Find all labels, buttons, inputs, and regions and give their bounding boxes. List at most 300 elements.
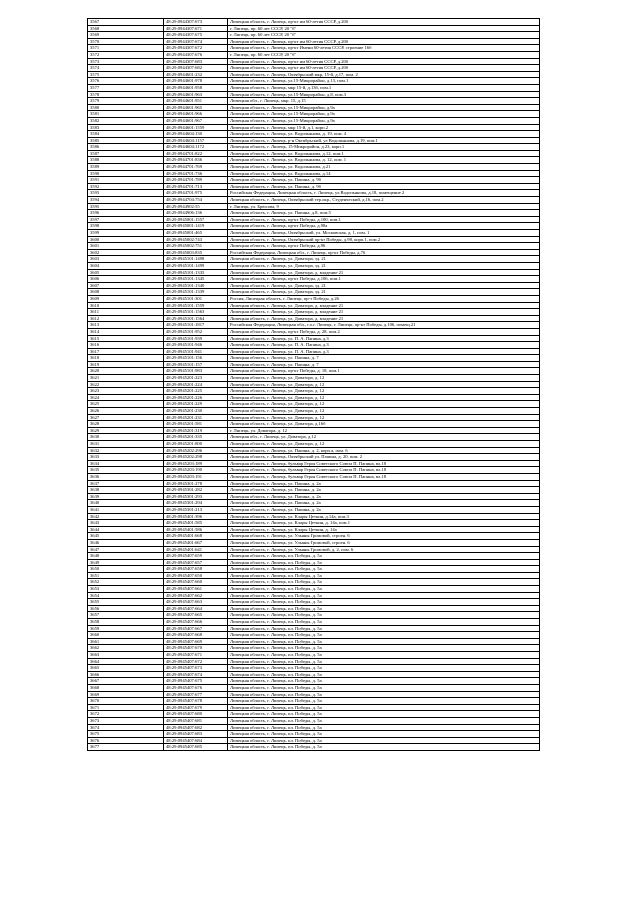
row-number-cell: 3643: [88, 520, 164, 527]
address-cell: Липецкая область, г. Липецк, ул. Доватора, д.16б: [228, 421, 540, 428]
row-number-cell: 3600: [88, 236, 164, 243]
address-cell: Российская Федерация, Липецкая обл., г.о.г. Липецк, г. Липецк, пр-кт Победы, д.106, помещ.21: [228, 322, 540, 329]
address-cell: Липецкая область, г. Липецк, пр-кт Победы, д.100, пом.1: [228, 216, 540, 223]
row-number-cell: 3594: [88, 197, 164, 204]
cadastral-number-cell: 48:29:0944307:683: [164, 58, 228, 65]
cadastral-number-cell: 48:29:0945401:667: [164, 539, 228, 546]
table-row: [88, 480, 540, 487]
row-number-cell: 3640: [88, 500, 164, 507]
cadastral-number-cell: 48:29:0945201:225: [164, 388, 228, 395]
cadastral-number-cell: 48:29:0944307:675: [164, 32, 228, 39]
row-number-cell: 3639: [88, 493, 164, 500]
table-row: [88, 454, 540, 461]
cadastral-number-cell: 48:29:0945101:1335: [164, 269, 228, 276]
cadastral-number-cell: 48:29:0945202:296: [164, 447, 228, 454]
table-row: [88, 401, 540, 408]
row-number-cell: 3587: [88, 150, 164, 157]
row-number-cell: 3581: [88, 111, 164, 118]
cadastral-number-cell: 48:29:0944701:736: [164, 170, 228, 177]
row-number-cell: 3617: [88, 348, 164, 355]
row-number-cell: 3641: [88, 506, 164, 513]
address-cell: Липецкая область, г. Липецк, пл. Победы, д. 5а: [228, 586, 540, 593]
table-row: [88, 269, 540, 276]
table-row: [88, 276, 540, 283]
table-row: [88, 203, 540, 210]
cadastral-number-cell: 48:29:0945407:673: [164, 665, 228, 672]
cadastral-number-cell: 48:29:0945401:396: [164, 513, 228, 520]
cadastral-number-cell: 48:29:0945101:941: [164, 348, 228, 355]
row-number-cell: 3576: [88, 78, 164, 85]
cadastral-number-cell: 48:29:0945407:660: [164, 579, 228, 586]
address-cell: Липецкая область, г. Липецк, пр-кт Победы, д.98а: [228, 223, 540, 230]
address-cell: Липецкая область, г. Липецк, пл. Победы, д. 5а: [228, 645, 540, 652]
address-cell: Липецкая область, г. Липецк, ул. Ульяны Громовой, д. 2, пом. 6: [228, 546, 540, 553]
address-cell: Липецкая область, г. Липецк, ул. Доватора, д. владение 21: [228, 269, 540, 276]
row-number-cell: 3636: [88, 473, 164, 480]
row-number-cell: 3586: [88, 144, 164, 151]
cadastral-number-cell: 48:29:0945407:678: [164, 698, 228, 705]
address-cell: Липецкая область, г. Липецк, пл. Победы, д. 5а: [228, 737, 540, 744]
address-cell: Липецкая область, г. Липецк, пл. Победы, д. 5а: [228, 592, 540, 599]
row-number-cell: 3572: [88, 51, 164, 58]
cadastral-number-cell: 48:29:0944601:958: [164, 84, 228, 91]
cadastral-number-cell: 48:29:0945407:661: [164, 586, 228, 593]
cadastral-number-cell: 48:29:0945407:680: [164, 711, 228, 718]
table-row: [88, 262, 540, 269]
cadastral-number-cell: 48:29:0945101:1564: [164, 315, 228, 322]
cadastral-number-cell: 48:29:0945407:658: [164, 566, 228, 573]
row-number-cell: 3590: [88, 170, 164, 177]
address-cell: Липецкая область, г. Липецк, пл. Победы, д. 5а: [228, 605, 540, 612]
cadastral-number-cell: 48:29:0944601:963: [164, 91, 228, 98]
cadastral-number-cell: 48:29:0944601:967: [164, 117, 228, 124]
cadastral-number-cell: 48:29:0945407:684: [164, 737, 228, 744]
cadastral-number-cell: 48:29:0945407:667: [164, 625, 228, 632]
row-number-cell: 3615: [88, 335, 164, 342]
address-cell: Липецкая область, г. Липецк, ул. Доватора, д. 12: [228, 401, 540, 408]
cadastral-number-cell: 48:29:0944307:671: [164, 25, 228, 32]
cadastral-number-cell: 48:29:0945407:659: [164, 553, 228, 560]
address-cell: Липецкая область, г. Липецк, ул. Клары Цеткин, д.14а, пом.3: [228, 513, 540, 520]
table-row: [88, 493, 540, 500]
row-number-cell: 3609: [88, 295, 164, 302]
address-cell: Липецкая область, г. Липецк, ул. Ульяны Громовой, строен. 6: [228, 533, 540, 540]
row-number-cell: 3616: [88, 342, 164, 349]
cadastral-number-cell: 48:29:0945401:585: [164, 520, 228, 527]
cadastral-number-cell: 48:29:0945407:650: [164, 572, 228, 579]
row-number-cell: 3611: [88, 309, 164, 316]
address-cell: Липецкая область, г. Липецк, пр-кт им 60-летия СССР, д.20б: [228, 58, 540, 65]
address-cell: Липецкая область, г. Липецк, ул. Папина, д. 2а: [228, 487, 540, 494]
cadastral-number-cell: 48:29:0945301:278: [164, 480, 228, 487]
table-row: [88, 309, 540, 316]
cadastral-number-cell: 48:29:0945203:190: [164, 467, 228, 474]
address-cell: Россия, Липецкая область, г. Липецк, пр-т Победы, д.26: [228, 295, 540, 302]
address-cell: Липецкая область, г. Липецк, ул. Папина, д. 9б: [228, 183, 540, 190]
table-row: [88, 368, 540, 375]
row-number-cell: 3599: [88, 230, 164, 237]
row-number-cell: 3619: [88, 361, 164, 368]
address-cell: Липецкая область, г. Липецк, ул. Папина, д.8, пом.5: [228, 210, 540, 217]
row-number-cell: 3577: [88, 84, 164, 91]
address-cell: Липецкая область, г. Липецк, пл. Победы, д. 5а: [228, 566, 540, 573]
row-number-cell: 3651: [88, 572, 164, 579]
cadastral-number-cell: 48:29:0945202:298: [164, 454, 228, 461]
table-row: [88, 322, 540, 329]
row-number-cell: 3580: [88, 104, 164, 111]
address-cell: Липецкая область, г. Липецк, ул. Доватора, д. 12: [228, 394, 540, 401]
address-cell: Липецкая область, г. Липецк, р-н Октябрьский, ул Водопьянова, д.19, пом.1: [228, 137, 540, 144]
row-number-cell: 3632: [88, 447, 164, 454]
cadastral-number-cell: 48:29:0945101:1339: [164, 289, 228, 296]
table-row: [88, 58, 540, 65]
row-number-cell: 3646: [88, 539, 164, 546]
cadastral-number-cell: 48:29:0945201:224: [164, 381, 228, 388]
address-cell: Липецкая область, г. Липецк, пр-кт Победы, д. 28, пом.2: [228, 328, 540, 335]
row-number-cell: 3578: [88, 91, 164, 98]
table-row: [88, 230, 540, 237]
row-number-cell: 3635: [88, 467, 164, 474]
address-cell: Липецкая область, г. Липецк, ул. Доватора, д. владение 21: [228, 315, 540, 322]
cadastral-number-cell: 48:29:0944601:966: [164, 111, 228, 118]
table-row: [88, 282, 540, 289]
address-cell: г. Липецк, пр. 60 лет СССР, 20 "б": [228, 25, 540, 32]
table-row: [88, 500, 540, 507]
address-cell: Липецкая область, г. Липецк, пл. Победы, д. 5а: [228, 744, 540, 751]
cadastral-number-cell: 48:29:0944307:673: [164, 19, 228, 26]
cadastral-number-cell: 48:29:0945201:229: [164, 401, 228, 408]
address-cell: Липецкая область, г. Липецк, ул. Доватора, зд. 21: [228, 289, 540, 296]
table-row: [88, 671, 540, 678]
table-row: [88, 98, 540, 105]
cadastral-number-cell: 48:29:0945101:952: [164, 328, 228, 335]
table-row: [88, 427, 540, 434]
table-row: [88, 506, 540, 513]
cadastral-number-cell: 48:29:0945101:1559: [164, 302, 228, 309]
table-row: [88, 704, 540, 711]
cadastral-number-cell: 48:29:0944601:1559: [164, 124, 228, 131]
row-number-cell: 3567: [88, 19, 164, 26]
address-cell: Липецкая область, г. Липецк, ул. Доватора, д. 12: [228, 375, 540, 382]
address-cell: Российская Федерация, Липецкая область, г. Липецк, ул.Водопьянова, д.18, помещение 2: [228, 190, 540, 197]
address-cell: Липецкая область, г. Липецк, ул. Клары Цеткин, д. 14а, пом.1: [228, 520, 540, 527]
row-number-cell: 3602: [88, 249, 164, 256]
address-cell: Липецкая область, г. Липецк, ул. Клары Цеткин, д. 14а: [228, 526, 540, 533]
row-number-cell: 3574: [88, 65, 164, 72]
row-number-cell: 3589: [88, 164, 164, 171]
row-number-cell: 3627: [88, 414, 164, 421]
table-row: [88, 394, 540, 401]
address-cell: Липецкая обл., г. Липецк, мкр. 15, д.15: [228, 98, 540, 105]
row-number-cell: 3620: [88, 368, 164, 375]
cadastral-number-cell: 48:29:0945407:677: [164, 691, 228, 698]
table-row: [88, 183, 540, 190]
address-cell: Липецкая область, г. Липецк, ул. Папина, д. 2а: [228, 500, 540, 507]
registry-table: [87, 18, 540, 751]
row-number-cell: 3648: [88, 553, 164, 560]
cadastral-number-cell: 48:29:0945301:293: [164, 493, 228, 500]
cadastral-number-cell: 48:29:0944701:789: [164, 177, 228, 184]
row-number-cell: 3634: [88, 460, 164, 467]
table-row: [88, 586, 540, 593]
cadastral-number-cell: 48:29:0944701:769: [164, 164, 228, 171]
row-number-cell: 3656: [88, 605, 164, 612]
table-row: [88, 170, 540, 177]
address-cell: Липецкая область, г. Липецк, пл. Победы, д. 5а: [228, 559, 540, 566]
table-row: [88, 658, 540, 665]
table-row: [88, 605, 540, 612]
table-row: [88, 513, 540, 520]
table-row: [88, 111, 540, 118]
table-row: [88, 216, 540, 223]
cadastral-number-cell: 48:29:0944906:136: [164, 210, 228, 217]
address-cell: Липецкая область, г. Липецк, Октябрьский ул. Папина, д. 20, пом. 2: [228, 454, 540, 461]
row-number-cell: 3668: [88, 684, 164, 691]
row-number-cell: 3671: [88, 704, 164, 711]
table-row: [88, 197, 540, 204]
table-row: [88, 342, 540, 349]
row-number-cell: 3644: [88, 526, 164, 533]
row-number-cell: 3588: [88, 157, 164, 164]
cadastral-number-cell: 48:29:0944307:674: [164, 38, 228, 45]
address-cell: Липецкая область, г. Липецк, Октябрьский мкр, 15-й, д.17, пом. 2: [228, 71, 540, 78]
table-row: [88, 144, 540, 151]
table-row: [88, 572, 540, 579]
address-cell: Липецкая область, г. Липецк, ул. Доватора, зд. 21: [228, 262, 540, 269]
table-row: [88, 619, 540, 626]
cadastral-number-cell: 48:29:0944604:1157: [164, 137, 228, 144]
table-row: [88, 117, 540, 124]
row-number-cell: 3665: [88, 665, 164, 672]
cadastral-number-cell: 48:29:0944601:965: [164, 104, 228, 111]
table-row: [88, 381, 540, 388]
address-cell: Липецкая область, г. Липецк, ул. Доватора, д. владение 21: [228, 302, 540, 309]
table-row: [88, 249, 540, 256]
cadastral-number-cell: 48:29:0945401:586: [164, 526, 228, 533]
cadastral-number-cell: 48:29:0945407:670: [164, 645, 228, 652]
cadastral-number-cell: 48:29:0945407:665: [164, 612, 228, 619]
address-cell: Липецкая область, г. Липецк, пл. Победы, д. 5а: [228, 678, 540, 685]
row-number-cell: 3569: [88, 32, 164, 39]
cadastral-number-cell: 48:29:0945401:668: [164, 533, 228, 540]
cadastral-number-cell: 48:29:0945407:671: [164, 652, 228, 659]
table-row: [88, 678, 540, 685]
table-row: [88, 460, 540, 467]
address-cell: Липецкая область, г. Липецк, пл. Победы, д. 5а: [228, 665, 540, 672]
row-number-cell: 3673: [88, 717, 164, 724]
row-number-cell: 3650: [88, 566, 164, 573]
row-number-cell: 3654: [88, 592, 164, 599]
address-cell: Липецкая область, г. Липецк, ул. Доватора, д. 12: [228, 441, 540, 448]
table-row: [88, 124, 540, 131]
row-number-cell: 3593: [88, 190, 164, 197]
row-number-cell: 3571: [88, 45, 164, 52]
cadastral-number-cell: 48:29:0945101:1340: [164, 282, 228, 289]
address-cell: Липецкая область, г. Липецк, пл. Победы, д. 5а: [228, 698, 540, 705]
address-cell: Липецкая область, г. Липецк, бульвар Героя Советского Союза П. Папина, вл.18: [228, 467, 540, 474]
address-cell: г. Липецк, ул. Доватора, д. 12: [228, 427, 540, 434]
row-number-cell: 3676: [88, 737, 164, 744]
address-cell: Липецкая область, г. Липецк, ул.15-Микрорайон, д.9а: [228, 104, 540, 111]
cadastral-number-cell: 48:29:0944701:713: [164, 183, 228, 190]
table-row: [88, 717, 540, 724]
address-cell: Липецкая область, г. Липецк, ул. Папина, д. 7: [228, 355, 540, 362]
table-row: [88, 177, 540, 184]
address-cell: Липецкая область, г. Липецк, бульвар Героя Советского Союза П. Папина, вл.18: [228, 473, 540, 480]
address-cell: Липецкая область, г. Липецк, пл. Победы, д. 5а: [228, 684, 540, 691]
row-number-cell: 3573: [88, 58, 164, 65]
row-number-cell: 3628: [88, 421, 164, 428]
address-cell: Липецкая область, г. Липецк, ул. Доватора, д. 12: [228, 414, 540, 421]
address-cell: Липецкая область, г. Липецк, ул. Ульяны Громовой, строен. 6: [228, 539, 540, 546]
cadastral-number-cell: 48:29:0945101:1563: [164, 309, 228, 316]
row-number-cell: 3663: [88, 652, 164, 659]
cadastral-number-cell: 48:29:0945101:1345: [164, 276, 228, 283]
row-number-cell: 3607: [88, 282, 164, 289]
registry-table-body: [88, 19, 540, 751]
table-row: [88, 566, 540, 573]
cadastral-number-cell: 48:29:0945001:1557: [164, 216, 228, 223]
row-number-cell: 3664: [88, 658, 164, 665]
cadastral-number-cell: 48:29:0944604:130: [164, 131, 228, 138]
table-row: [88, 684, 540, 691]
table-row: [88, 467, 540, 474]
table-row: [88, 665, 540, 672]
address-cell: Липецкая область, г. Липецк, пл. Победы, д. 5а: [228, 724, 540, 731]
row-number-cell: 3568: [88, 25, 164, 32]
address-cell: Липецкая область, г. Липецк, ул. Доватора, зд. 21: [228, 282, 540, 289]
row-number-cell: 3666: [88, 671, 164, 678]
address-cell: Липецкая область, г. Липецк, пл. Победы, д. 5а: [228, 599, 540, 606]
row-number-cell: 3623: [88, 388, 164, 395]
address-cell: Липецкая область, г. Липецк, пр-кт Победы, д.106, пом.1: [228, 276, 540, 283]
address-cell: Липецкая область, г. Липецк, ул. Папина, д. 2, корп.а, пом. 6: [228, 447, 540, 454]
cadastral-number-cell: 48:29:0945101:301: [164, 295, 228, 302]
cadastral-number-cell: 48:29:0945101:946: [164, 342, 228, 349]
cadastral-number-cell: 48:29:0945201:581: [164, 421, 228, 428]
row-number-cell: 3575: [88, 71, 164, 78]
address-cell: г. Липецк, пр. 60 лет СССР, 20 "б": [228, 32, 540, 39]
address-cell: Липецкая область, г. Липецк, ул. Доватора, зд. 21: [228, 256, 540, 263]
cadastral-number-cell: 48:29:0945401:641: [164, 546, 228, 553]
table-row: [88, 335, 540, 342]
cadastral-number-cell: 48:29:0945407:666: [164, 619, 228, 626]
row-number-cell: 3655: [88, 599, 164, 606]
address-cell: Липецкая область, г. Липецк, ул. Папина, д. 2а: [228, 493, 540, 500]
cadastral-number-cell: 48:29:0945002:743: [164, 236, 228, 243]
table-row: [88, 355, 540, 362]
address-cell: Липецкая область, г. Липецк, пл. Победы, д. 5а: [228, 671, 540, 678]
row-number-cell: 3582: [88, 117, 164, 124]
row-number-cell: 3633: [88, 454, 164, 461]
address-cell: Липецкая область, г. Липецк, пл. Победы, д. 5а: [228, 704, 540, 711]
row-number-cell: 3670: [88, 698, 164, 705]
cadastral-number-cell: 48:29:0944902:55: [164, 203, 228, 210]
table-row: [88, 65, 540, 72]
row-number-cell: 3649: [88, 559, 164, 566]
row-number-cell: 3612: [88, 315, 164, 322]
row-number-cell: 3662: [88, 645, 164, 652]
table-row: [88, 698, 540, 705]
row-number-cell: 3631: [88, 441, 164, 448]
table-row: [88, 348, 540, 355]
row-number-cell: 3570: [88, 38, 164, 45]
table-row: [88, 526, 540, 533]
table-row: [88, 150, 540, 157]
row-number-cell: 3667: [88, 678, 164, 685]
cadastral-number-cell: 48:29:0945101:157: [164, 361, 228, 368]
row-number-cell: 3625: [88, 401, 164, 408]
table-row: [88, 434, 540, 441]
cadastral-number-cell: 48:29:0945203:189: [164, 460, 228, 467]
cadastral-number-cell: 48:29:0945201:226: [164, 394, 228, 401]
cadastral-number-cell: 48:29:0945407:679: [164, 704, 228, 711]
table-row: [88, 612, 540, 619]
address-cell: Липецкая область, г. Липецк, пл. Победы, д. 5а: [228, 579, 540, 586]
table-row: [88, 45, 540, 52]
cadastral-number-cell: 48:29:0944601:232: [164, 71, 228, 78]
table-row: [88, 91, 540, 98]
address-cell: Липецкая область, г. Липецк, пл. Победы, д. 5а: [228, 612, 540, 619]
address-cell: Липецкая область, г. Липецк, пл. Победы, д. 5а: [228, 658, 540, 665]
table-row: [88, 441, 540, 448]
table-row: [88, 223, 540, 230]
row-number-cell: 3601: [88, 243, 164, 250]
row-number-cell: 3630: [88, 434, 164, 441]
address-cell: Липецкая область, г. Липецк, пл. Победы, д. 5а: [228, 717, 540, 724]
cadastral-number-cell: 48:29:0945407:664: [164, 605, 228, 612]
table-row: [88, 487, 540, 494]
table-row: [88, 302, 540, 309]
address-cell: Липецкая область, г. Липецк, пл. Победы, д. 5а: [228, 572, 540, 579]
cadastral-number-cell: 48:29:0945407:657: [164, 559, 228, 566]
row-number-cell: 3583: [88, 124, 164, 131]
row-number-cell: 3598: [88, 223, 164, 230]
cadastral-number-cell: 48:29:0945101:1817: [164, 322, 228, 329]
address-cell: Липецкая область, г. Липецк, ул. П. А. Папина, д.3: [228, 348, 540, 355]
table-row: [88, 592, 540, 599]
address-cell: Липецкая область, г. Липецк, пл. Победы, д. 5а: [228, 638, 540, 645]
table-row: [88, 737, 540, 744]
cadastral-number-cell: 48:29:0945201:335: [164, 434, 228, 441]
table-row: [88, 51, 540, 58]
address-cell: Липецкая область, г. Липецк, ул. Доватора, д. владение 21: [228, 309, 540, 316]
table-row: [88, 711, 540, 718]
table-row: [88, 546, 540, 553]
cadastral-number-cell: 48:29:0945407:672: [164, 658, 228, 665]
address-cell: Липецкая область, г. Липецк, пл. Победы, д. 5а: [228, 619, 540, 626]
cadastral-number-cell: 48:29:0944307:682: [164, 65, 228, 72]
address-cell: Липецкая область, г. Липецк, Октябрьский, ул. Московская, д. 1, пом. 1: [228, 230, 540, 237]
cadastral-number-cell: 48:29:0945201:800: [164, 441, 228, 448]
cadastral-number-cell: 48:29:0944601:978: [164, 78, 228, 85]
address-cell: Липецкая область, г. Липецк, Октябрьский пр-кт Победы, д.98, корп.1, пом.2: [228, 236, 540, 243]
table-row: [88, 256, 540, 263]
row-number-cell: 3618: [88, 355, 164, 362]
table-row: [88, 447, 540, 454]
address-cell: Липецкая область, г. Липецк, пл. Победы, д. 5а: [228, 652, 540, 659]
table-row: [88, 137, 540, 144]
row-number-cell: 3657: [88, 612, 164, 619]
cadastral-number-cell: 48:29:0945407:685: [164, 744, 228, 751]
table-row: [88, 315, 540, 322]
cadastral-number-cell: 48:29:0945201:230: [164, 408, 228, 415]
address-cell: Липецкая область, г. Липецк, ул. Доватора, д. 12: [228, 408, 540, 415]
row-number-cell: 3592: [88, 183, 164, 190]
row-number-cell: 3605: [88, 269, 164, 276]
cadastral-number-cell: 48:29:0945407:676: [164, 684, 228, 691]
row-number-cell: 3660: [88, 632, 164, 639]
